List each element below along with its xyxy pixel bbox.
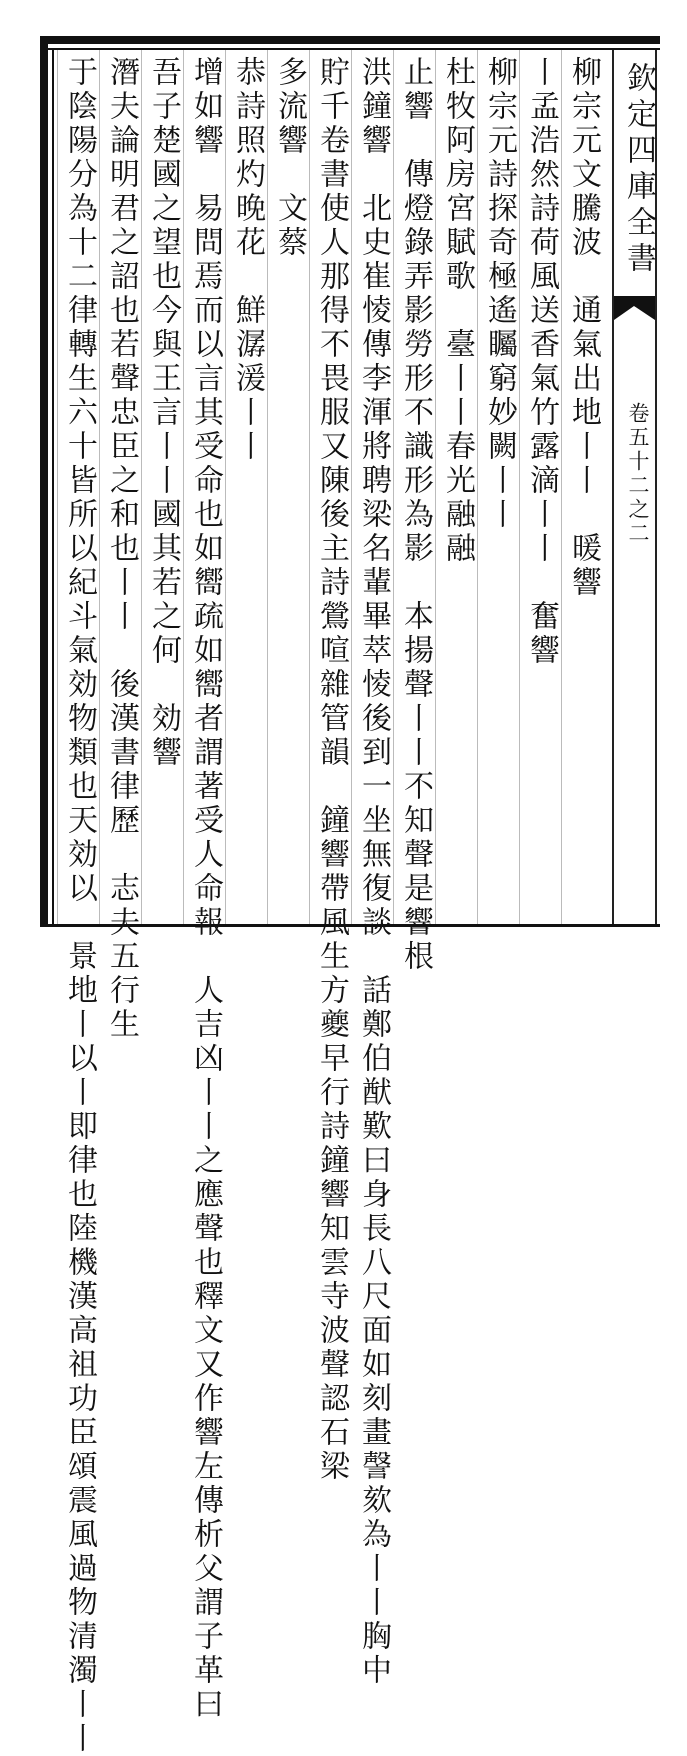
text-column <box>435 56 477 916</box>
column-divider <box>57 50 58 924</box>
column-text: 增如響 易問焉而以言其受命也如嚮疏如嚮者謂著受人命報 人吉凶丨丨之應聲也釋文又作響左傳析父謂子革曰 <box>188 56 223 1722</box>
text-column <box>57 56 99 1756</box>
frame-left-border <box>40 36 48 927</box>
column-text: 貯千卷書使人那得不畏服又陳後主詩鶯喧雜管韻 鐘響帶風生方夔早行詩鐘響知雲寺波聲認石梁 <box>314 56 349 1484</box>
text-column <box>393 56 435 974</box>
text-column <box>267 56 309 916</box>
column-text: 恭詩照灼晚花 鮮潺湲丨丨 <box>230 56 265 464</box>
column-text: 杜牧阿房宮賦歌 臺丨丨春光融融 <box>440 56 475 566</box>
column-text: 止響 傳燈錄弄影勞形不識形為影 本揚聲丨丨不知聲是響根 <box>398 56 433 974</box>
text-column <box>519 56 561 916</box>
text-column <box>351 56 393 1688</box>
column-text: 丨孟浩然詩荷風送香氣竹露滴丨丨 奮響 <box>524 56 559 668</box>
column-text: 柳宗元詩探奇極遙矚窮妙闕丨丨 <box>482 56 517 532</box>
text-column <box>99 56 141 1042</box>
text-column <box>225 56 267 916</box>
column-text: 洪鐘響 北史崔㥄傳李渾將聘梁名輩畢萃㥄後到一坐無復談 話鄭伯猷歎曰身長八尺面如刻畫謦欬為丨丨胸中 <box>356 56 391 1688</box>
margin-column-rule-left <box>612 50 614 924</box>
text-column <box>141 56 183 916</box>
frame-left-inner-rule <box>52 48 54 924</box>
volume-label: 卷五十二之二 <box>626 402 650 546</box>
text-column <box>561 56 603 916</box>
column-text: 多流響 文蔡 <box>272 56 307 260</box>
frame-top-border <box>40 36 660 44</box>
frame-top-inner-rule <box>40 48 660 50</box>
column-text: 吾子楚國之望也今與王言丨丨國其若之何 効響 <box>146 56 181 770</box>
fishtail-mark-icon <box>614 296 655 320</box>
text-column <box>477 56 519 916</box>
column-text: 于陰陽分為十二律轉生六十皆所以紀斗氣効物類也天効以 景地丨以丨即律也陸機漢高祖功臣頌震風過物清濁丨丨 <box>62 56 97 1756</box>
text-column <box>183 56 225 1722</box>
book-title: 欽定四庫全書 <box>621 62 656 278</box>
text-column <box>309 56 351 1484</box>
column-text: 柳宗元文騰波 通氣出地丨丨 暖響 <box>566 56 601 600</box>
column-text: 潛夫論明君之詔也若聲忠臣之和也丨丨 後漢書律歷 志夫五行生 <box>104 56 139 1042</box>
